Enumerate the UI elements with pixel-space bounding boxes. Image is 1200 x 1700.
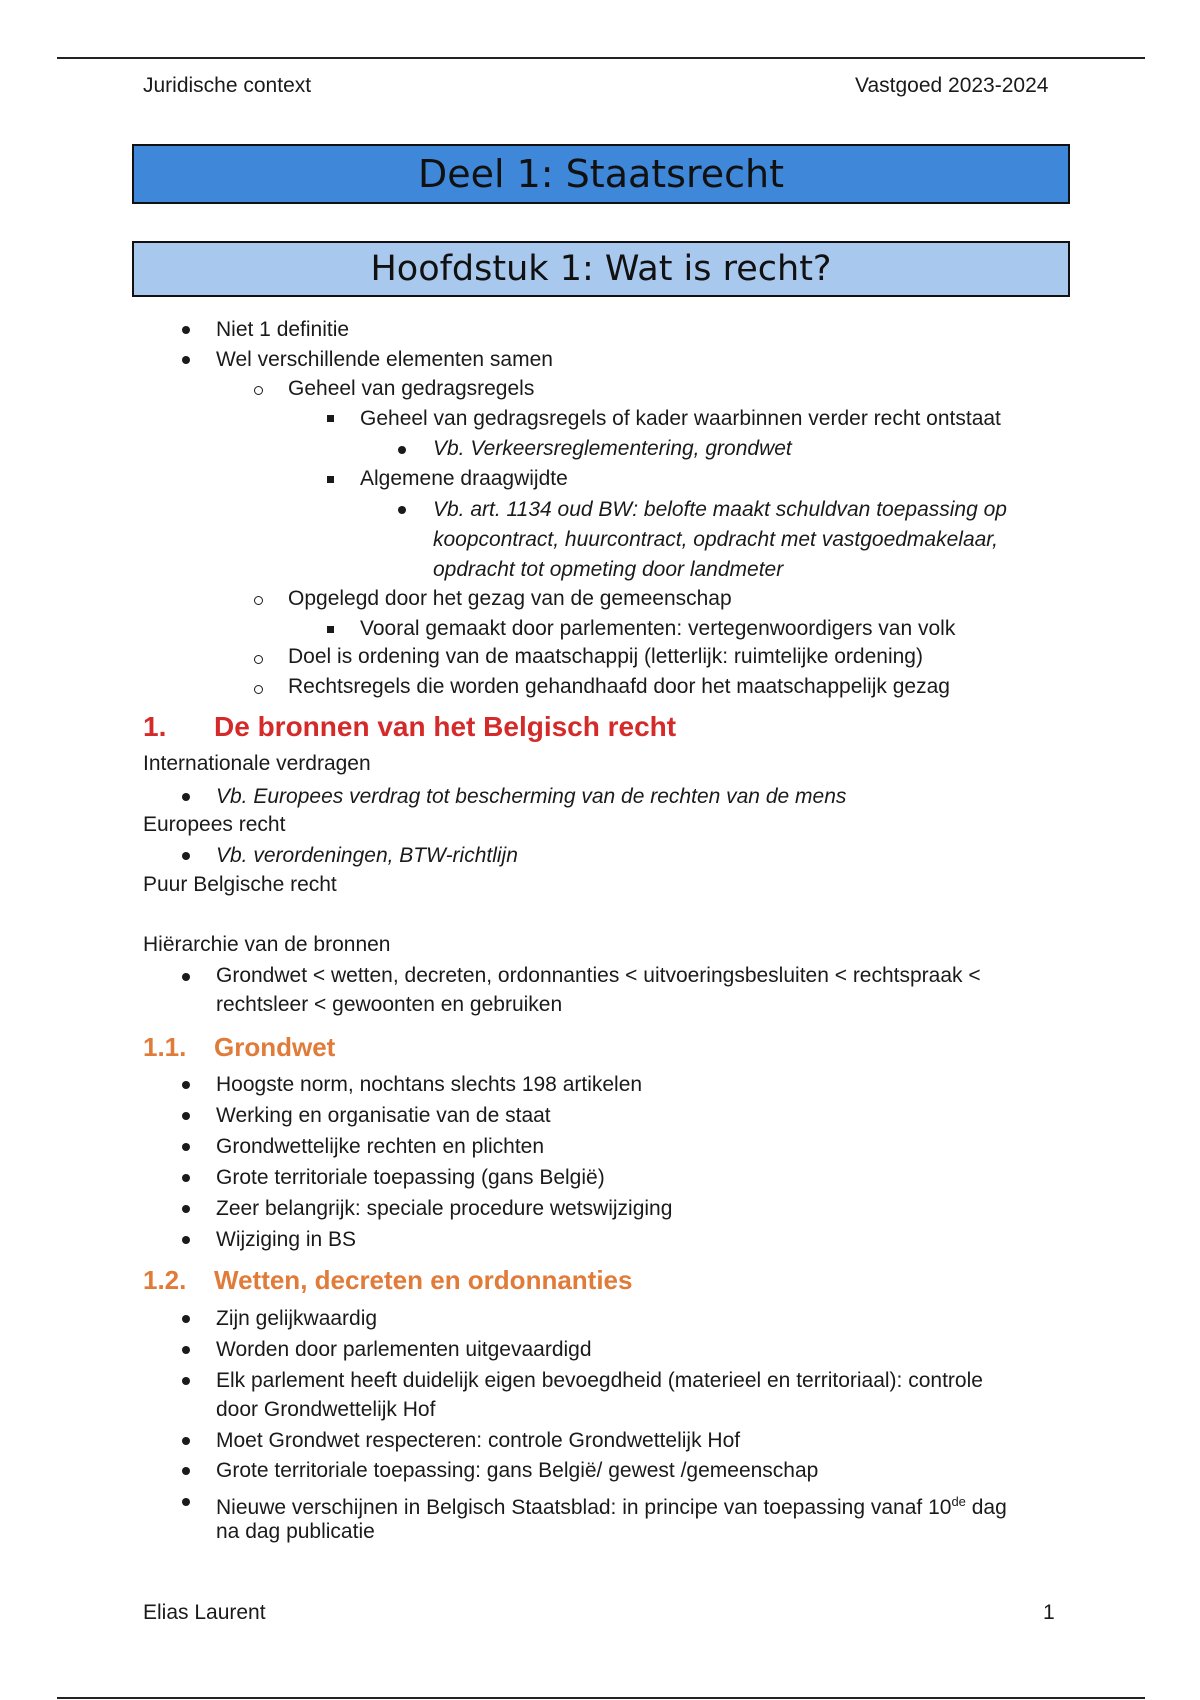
paragraph: Puur Belgische recht — [143, 873, 337, 896]
paragraph: Internationale verdragen — [143, 752, 371, 775]
circle-bullet-icon — [254, 386, 263, 395]
list-item: Opgelegd door het gezag van de gemeenschap — [288, 587, 732, 610]
bullet-icon — [398, 446, 406, 454]
list-item: Grote territoriale toepassing (gans België) — [216, 1166, 605, 1189]
bullet-icon — [182, 1081, 190, 1089]
bullet-icon — [182, 1174, 190, 1182]
paragraph: Hiërarchie van de bronnen — [143, 933, 391, 956]
bullet-icon — [182, 1377, 190, 1385]
section-number: 1. — [143, 711, 167, 742]
list-item: Worden door parlementen uitgevaardigd — [216, 1338, 592, 1361]
list-item: Vooral gemaakt door parlementen: vertegenwoordigers van volk — [360, 617, 956, 640]
list-item — [216, 1488, 1007, 1522]
square-bullet-icon — [327, 415, 334, 422]
list-item: Zeer belangrijk: speciale procedure wetswijziging — [216, 1197, 673, 1220]
list-item: Zijn gelijkwaardig — [216, 1307, 378, 1330]
bullet-icon — [182, 1346, 190, 1354]
list-item: Niet 1 definitie — [216, 318, 350, 341]
list-item-continuation: opdracht tot opmeting door landmeter — [433, 558, 784, 581]
chapter-title: Hoofdstuk 1: Wat is recht? — [132, 241, 1070, 297]
list-item: Wel verschillende elementen samen — [216, 348, 553, 371]
footer-author: Elias Laurent — [143, 1601, 266, 1624]
square-bullet-icon — [327, 626, 334, 633]
top-rule — [57, 57, 1145, 59]
list-item: Hoogste norm, nochtans slechts 198 artikelen — [216, 1073, 643, 1096]
bullet-icon — [182, 1467, 190, 1475]
section-number: 1.1. — [143, 1032, 187, 1062]
paragraph: Europees recht — [143, 813, 286, 836]
list-item: Vb. art. 1134 oud BW: belofte maakt schuldvan toepassing op — [433, 498, 1007, 521]
square-bullet-icon — [327, 476, 334, 483]
bullet-icon — [182, 1205, 190, 1213]
list-item-text: dag — [965, 1496, 1007, 1519]
bullet-icon — [182, 1112, 190, 1120]
bullet-icon — [182, 1236, 190, 1244]
header-left: Juridische context — [143, 74, 312, 97]
bullet-icon — [182, 1437, 190, 1445]
page-number: 1 — [1043, 1601, 1055, 1624]
list-item: Werking en organisatie van de staat — [216, 1104, 551, 1127]
list-item-continuation: rechtsleer < gewoonten en gebruiken — [216, 993, 563, 1016]
section-title: De bronnen van het Belgisch recht — [214, 711, 677, 742]
circle-bullet-icon — [254, 685, 263, 694]
list-item: Geheel van gedragsregels of kader waarbinnen verder recht ontstaat — [360, 407, 1001, 430]
section-title: Wetten, decreten en ordonnanties — [214, 1265, 633, 1295]
list-item-text: Nieuwe verschijnen in Belgisch Staatsblad: in principe van toepassing vanaf 10 — [216, 1496, 952, 1519]
bullet-icon — [182, 1315, 190, 1323]
superscript: de — [951, 1494, 966, 1509]
list-item: Wijziging in BS — [216, 1228, 357, 1251]
list-item: Vb. verordeningen, BTW-richtlijn — [216, 844, 518, 867]
list-item: Vb. Europees verdrag tot bescherming van de rechten van de mens — [216, 785, 847, 808]
list-item: Grondwet < wetten, decreten, ordonnanties < uitvoeringsbesluiten < rechtspraak < — [216, 964, 981, 987]
bullet-icon — [182, 326, 190, 334]
list-item: Geheel van gedragsregels — [288, 377, 535, 400]
bullet-icon — [182, 793, 190, 801]
list-item: Algemene draagwijdte — [360, 467, 568, 490]
list-item-continuation: door Grondwettelijk Hof — [216, 1398, 436, 1421]
list-item: Vb. Verkeersreglementering, grondwet — [433, 437, 792, 460]
list-item-continuation: na dag publicatie — [216, 1520, 375, 1543]
header-right: Vastgoed 2023-2024 — [855, 74, 1049, 97]
section-number: 1.2. — [143, 1265, 187, 1295]
list-item: Elk parlement heeft duidelijk eigen bevoegdheid (materieel en territoriaal): controle — [216, 1369, 983, 1392]
list-item: Moet Grondwet respecteren: controle Grondwettelijk Hof — [216, 1429, 741, 1452]
bullet-icon — [182, 852, 190, 860]
bullet-icon — [182, 973, 190, 981]
bottom-rule — [57, 1697, 1145, 1699]
list-item: Rechtsregels die worden gehandhaafd door het maatschappelijk gezag — [288, 675, 950, 698]
list-item: Grondwettelijke rechten en plichten — [216, 1135, 545, 1158]
bullet-icon — [182, 1498, 190, 1506]
list-item: Grote territoriale toepassing: gans België/ gewest /gemeenschap — [216, 1459, 819, 1482]
list-item: Doel is ordening van de maatschappij (letterlijk: ruimtelijke ordening) — [288, 645, 923, 668]
bullet-icon — [182, 1143, 190, 1151]
circle-bullet-icon — [254, 655, 263, 664]
section-title: Grondwet — [214, 1032, 336, 1062]
bullet-icon — [182, 356, 190, 364]
circle-bullet-icon — [254, 596, 263, 605]
list-item-continuation: koopcontract, huurcontract, opdracht met vastgoedmakelaar, — [433, 528, 998, 551]
bullet-icon — [398, 506, 406, 514]
deel-title: Deel 1: Staatsrecht — [132, 144, 1070, 204]
